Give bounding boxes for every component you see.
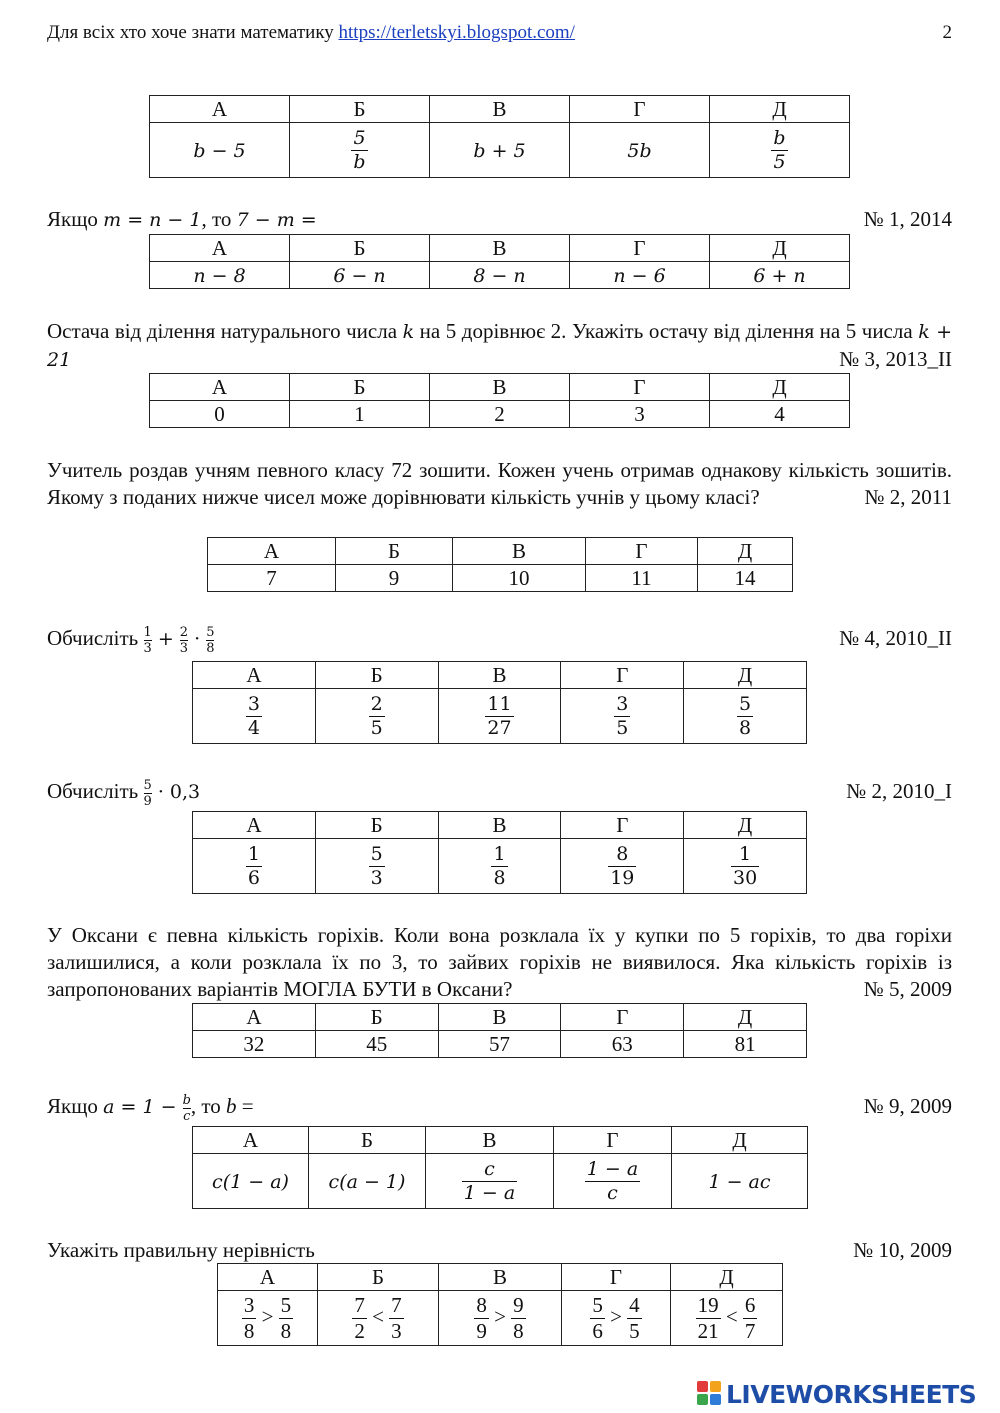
answer-option-v[interactable]: $\frac{8}{9}$ > $\frac{9}{8}$ [439, 1291, 562, 1346]
answer-option-a[interactable]: b − 5 [150, 123, 290, 178]
question-source: № 5, 2009 [863, 977, 952, 1001]
answer-table-5: А Б В Г Д $\frac{3}{4}$ $\frac{2}{5}$ $\frac{11}{27}$ $\frac{3}{5}$ $\frac{5}{8}$ [192, 661, 807, 744]
answer-option-v[interactable]: $\frac{c}{1 - a}$ [426, 1154, 554, 1209]
answer-table-7: А Б В Г Д 32 45 57 63 81 [192, 1003, 807, 1058]
answer-option-b[interactable]: 45 [315, 1031, 438, 1058]
answer-option-g[interactable]: 11 [586, 565, 698, 592]
answer-option-b[interactable]: $\frac{5}{b}$ [290, 123, 430, 178]
answer-option-v[interactable]: 10 [453, 565, 586, 592]
answer-option-g[interactable]: 3 [570, 401, 710, 428]
answer-option-a[interactable]: c(1 − a) [193, 1154, 309, 1209]
option-letter: Д [710, 96, 850, 123]
answer-option-b[interactable]: 6 − n [290, 262, 430, 289]
header-text: Для всіх хто хоче знати математику [47, 22, 334, 43]
answer-option-g[interactable]: $\frac{8}{19}$ [561, 839, 684, 894]
answer-option-b[interactable]: 9 [336, 565, 453, 592]
option-letter: Б [290, 96, 430, 123]
answer-option-d[interactable]: $\frac{b}{5}$ [710, 123, 850, 178]
answer-option-g[interactable]: $\frac{1 - a}{c}$ [554, 1154, 672, 1209]
answer-option-b[interactable]: $\frac{5}{3}$ [315, 839, 438, 894]
answer-option-b[interactable]: c(a − 1) [309, 1154, 426, 1209]
logo-square-2 [710, 1381, 721, 1392]
question-6: № 2, 2010_I Обчисліть $\frac{5}{9}$ · 0,3 [47, 777, 952, 809]
answer-option-v[interactable]: 2 [430, 401, 570, 428]
answer-table-8: А Б В Г Д c(1 − a) c(a − 1) $\frac{c}{1 - a}$ $\frac{1 - a}{c}$ 1 − ac [192, 1126, 808, 1209]
answer-option-a[interactable]: n − 8 [150, 262, 290, 289]
header-link[interactable]: https://terletskyi.blogspot.com/ [338, 22, 575, 43]
answer-option-a[interactable]: 0 [150, 401, 290, 428]
answer-option-d[interactable]: 14 [698, 565, 793, 592]
answer-table-3: А Б В Г Д 0 1 2 3 4 [149, 373, 850, 428]
answer-option-v[interactable]: 57 [438, 1031, 561, 1058]
answer-option-a[interactable]: $\frac{3}{8}$ > $\frac{5}{8}$ [218, 1291, 318, 1346]
answer-option-b[interactable]: $\frac{2}{5}$ [315, 689, 438, 744]
answer-option-g[interactable]: 63 [561, 1031, 684, 1058]
answer-table-1 [149, 95, 850, 178]
option-letter: А [150, 96, 290, 123]
answer-table-6: А Б В Г Д $\frac{1}{6}$ $\frac{5}{3}$ $\frac{1}{8}$ $\frac{8}{19}$ $\frac{1}{30}$ [192, 811, 807, 894]
answer-option-d[interactable]: $\frac{5}{8}$ [684, 689, 807, 744]
answer-option-d[interactable]: 4 [710, 401, 850, 428]
question-source: № 1, 2014 [863, 207, 952, 231]
question-source: № 10, 2009 [853, 1238, 952, 1262]
page-number: 2 [942, 22, 952, 43]
answer-option-b[interactable]: 1 [290, 401, 430, 428]
answer-table-9: А Б В Г Д $\frac{3}{8}$ > $\frac{5}{8}$ $\frac{7}{2}$ < $\frac{7}{3}$ $\frac{8}{9}$ > $\frac{9}{8}$ $\frac{5}{6}$ > $\frac{4}{5}$ $\frac{19}{21}$ < $\frac{6}{7}$ [217, 1263, 783, 1346]
answer-option-a[interactable]: $\frac{1}{6}$ [193, 839, 316, 894]
question-source: № 2, 2010_I [846, 779, 952, 803]
answer-table-2: А Б В Г Д n − 8 6 − n 8 − n n − 6 6 + n [149, 234, 850, 289]
answer-option-v[interactable]: $\frac{1}{8}$ [438, 839, 561, 894]
question-7: У Оксани є певна кількість горіхів. Коли вона розклала їх у купки по 5 горіхів, то два горіхи залишилися, а коли розклала їх по 3, то зайвих горіхів не виявилося. Яка кількість горіхів із запропонованих варіантів МОГЛА БУТИ в Оксани? № 5, 2009 [47, 923, 952, 1001]
question-source: № 4, 2010_II [839, 626, 952, 650]
liveworksheets-logo [697, 1380, 976, 1409]
question-source: № 2, 2011 [864, 485, 952, 509]
answer-option-g[interactable]: $\frac{5}{6}$ > $\frac{4}{5}$ [562, 1291, 671, 1346]
letters-row [150, 96, 850, 123]
question-3: Остача від ділення натурального числа k на 5 дорівнює 2. Укажіть остачу від ділення на 5 числа k + 21 № 3, 2013_II [47, 319, 952, 371]
answer-option-v[interactable]: b + 5 [430, 123, 570, 178]
logo-square-4 [710, 1394, 721, 1405]
option-letter: В [430, 96, 570, 123]
answer-option-g[interactable]: $\frac{3}{5}$ [561, 689, 684, 744]
logo-square-3 [697, 1394, 708, 1405]
answer-table-4: А Б В Г Д 7 9 10 11 14 [207, 537, 793, 592]
answer-option-v[interactable]: 8 − n [430, 262, 570, 289]
question-source: № 3, 2013_II [839, 347, 952, 371]
question-5: № 4, 2010_II Обчисліть $\frac{1}{3}$ + $\frac{2}{3}$ · $\frac{5}{8}$ [47, 624, 952, 656]
answer-option-g[interactable]: n − 6 [570, 262, 710, 289]
option-letter: Г [570, 96, 710, 123]
logo-icon [697, 1381, 723, 1407]
page-header [47, 22, 952, 44]
question-8: № 9, 2009 Якщо a = 1 − $\frac{b}{c}$ , то b = [47, 1092, 952, 1124]
logo-text: LIVEWORKSHEETS [726, 1380, 977, 1409]
answer-option-d[interactable]: $\frac{19}{21}$ < $\frac{6}{7}$ [671, 1291, 783, 1346]
answer-option-v[interactable]: $\frac{11}{27}$ [438, 689, 561, 744]
answer-option-b[interactable]: $\frac{7}{2}$ < $\frac{7}{3}$ [318, 1291, 439, 1346]
answer-option-d[interactable]: 81 [684, 1031, 807, 1058]
answer-option-d[interactable]: $\frac{1}{30}$ [684, 839, 807, 894]
answer-option-a[interactable]: 7 [208, 565, 336, 592]
logo-square-1 [697, 1381, 708, 1392]
answer-option-d[interactable]: 6 + n [710, 262, 850, 289]
answer-option-d[interactable]: 1 − ac [672, 1154, 808, 1209]
question-4: Учитель роздав учням певного класу 72 зошити. Кожен учень отримав однакову кількість зошитів. Якому з поданих нижче чисел може дорівнювати кількість учнів у цьому класі? № 2, 2011 [47, 458, 952, 509]
answer-option-a[interactable]: 32 [193, 1031, 316, 1058]
answer-option-a[interactable]: $\frac{3}{4}$ [193, 689, 316, 744]
answers-row [150, 123, 850, 178]
question-9: № 10, 2009 Укажіть правильну нерівність [47, 1238, 952, 1262]
question-source: № 9, 2009 [863, 1094, 952, 1118]
question-2: № 1, 2014 Якщо m = n − 1, то 7 − m = [47, 207, 952, 231]
answer-option-g[interactable]: 5b [570, 123, 710, 178]
